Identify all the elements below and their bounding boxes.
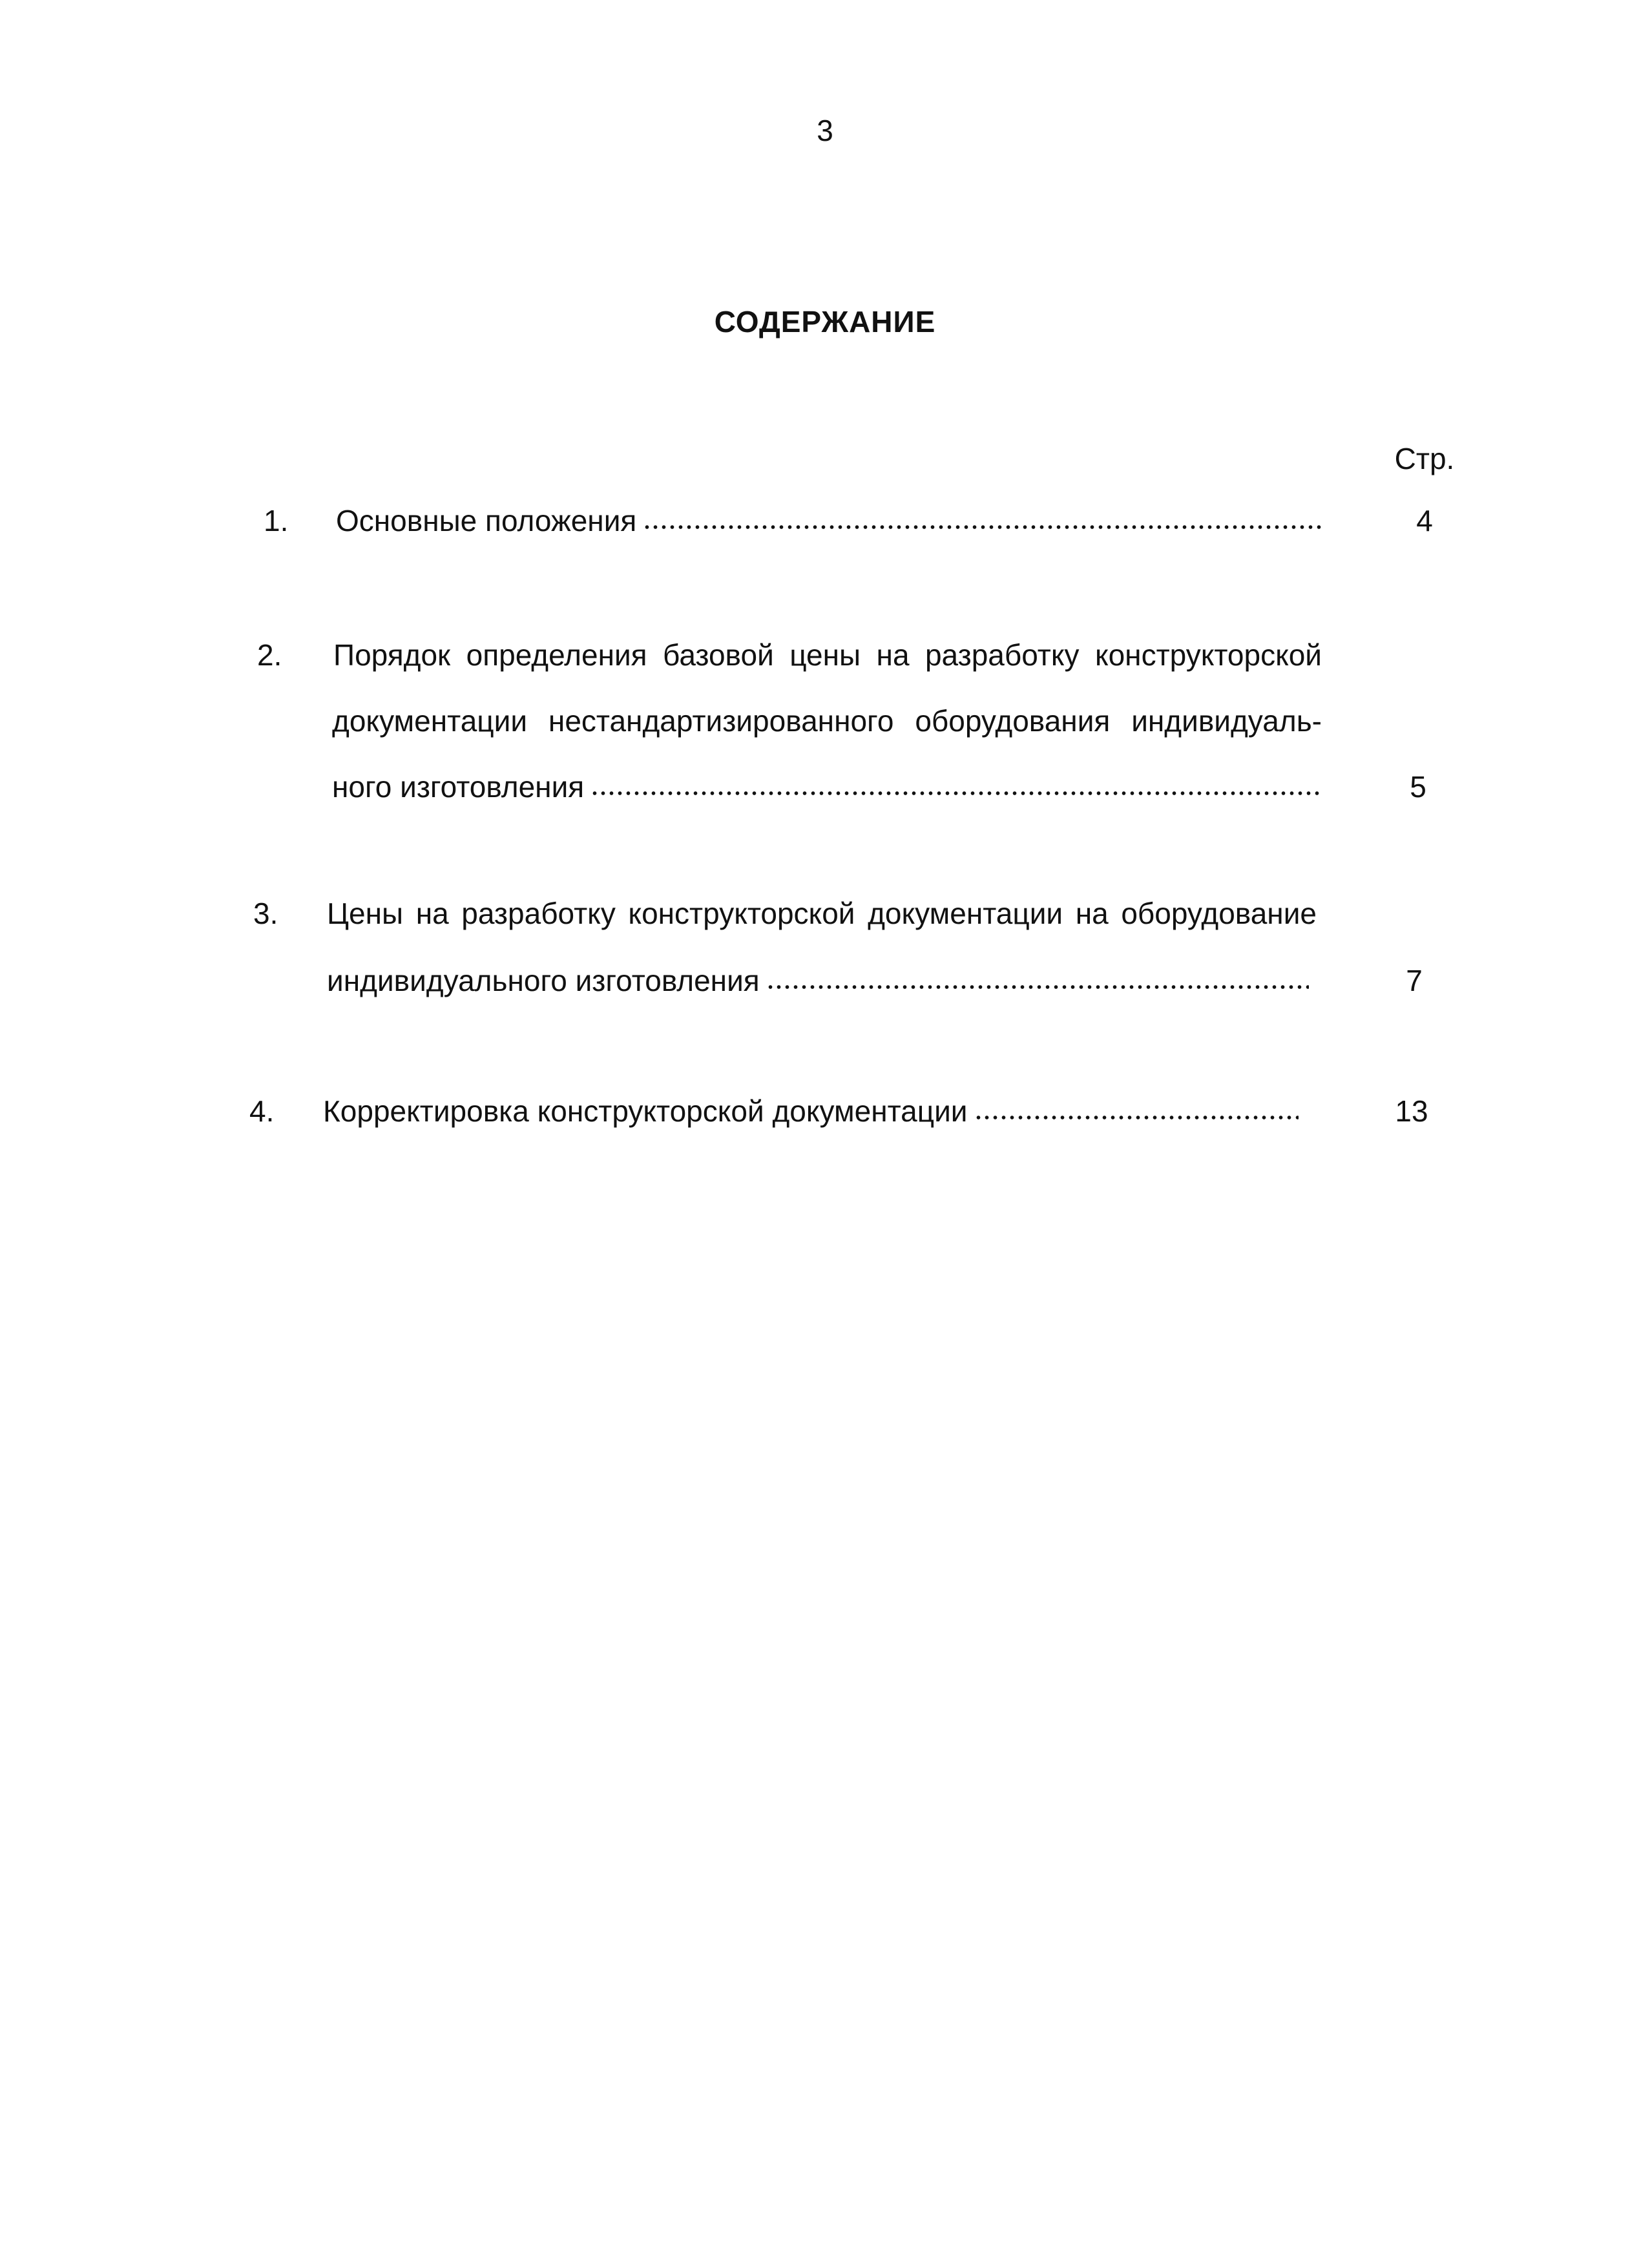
toc-entry-text: индивидуального изготовления	[327, 964, 760, 997]
page-column-header: Стр.	[1394, 442, 1455, 475]
page-number: 3	[817, 114, 833, 147]
dot-leader	[766, 983, 1309, 991]
contents-title: СОДЕРЖАНИЕ	[714, 305, 936, 338]
toc-entry-number: 4.	[249, 1094, 275, 1128]
toc-entry-page: 4	[1416, 504, 1433, 537]
dot-leader	[590, 789, 1321, 797]
dot-leader	[974, 1114, 1299, 1121]
toc-entry-page: 5	[1410, 770, 1426, 804]
toc-entry-text: Цены на разработку конструкторской документации на оборудование	[327, 897, 1317, 930]
toc-entry-text: Порядок определения базовой цены на разработку конструкторской	[333, 638, 1322, 672]
toc-entry-leader	[332, 767, 1321, 806]
toc-entry-text: ного изготовления	[332, 770, 585, 804]
toc-entry-page: 7	[1406, 964, 1423, 997]
toc-entry-page: 13	[1395, 1094, 1428, 1128]
toc-entry-leader	[336, 501, 1324, 540]
toc-entry-number: 3.	[253, 897, 278, 930]
dot-leader	[643, 523, 1324, 531]
toc-entry-leader	[323, 1092, 1299, 1130]
toc-entry-number: 2.	[257, 638, 282, 672]
toc-entry-number: 1.	[264, 504, 289, 537]
toc-entry-leader	[327, 961, 1309, 1000]
toc-entry-text: документации нестандартизированного оборудования индивидуаль-	[332, 704, 1322, 738]
toc-entry-text: Корректировка конструкторской документации	[323, 1094, 968, 1128]
toc-entry-text: Основные положения	[336, 504, 637, 537]
